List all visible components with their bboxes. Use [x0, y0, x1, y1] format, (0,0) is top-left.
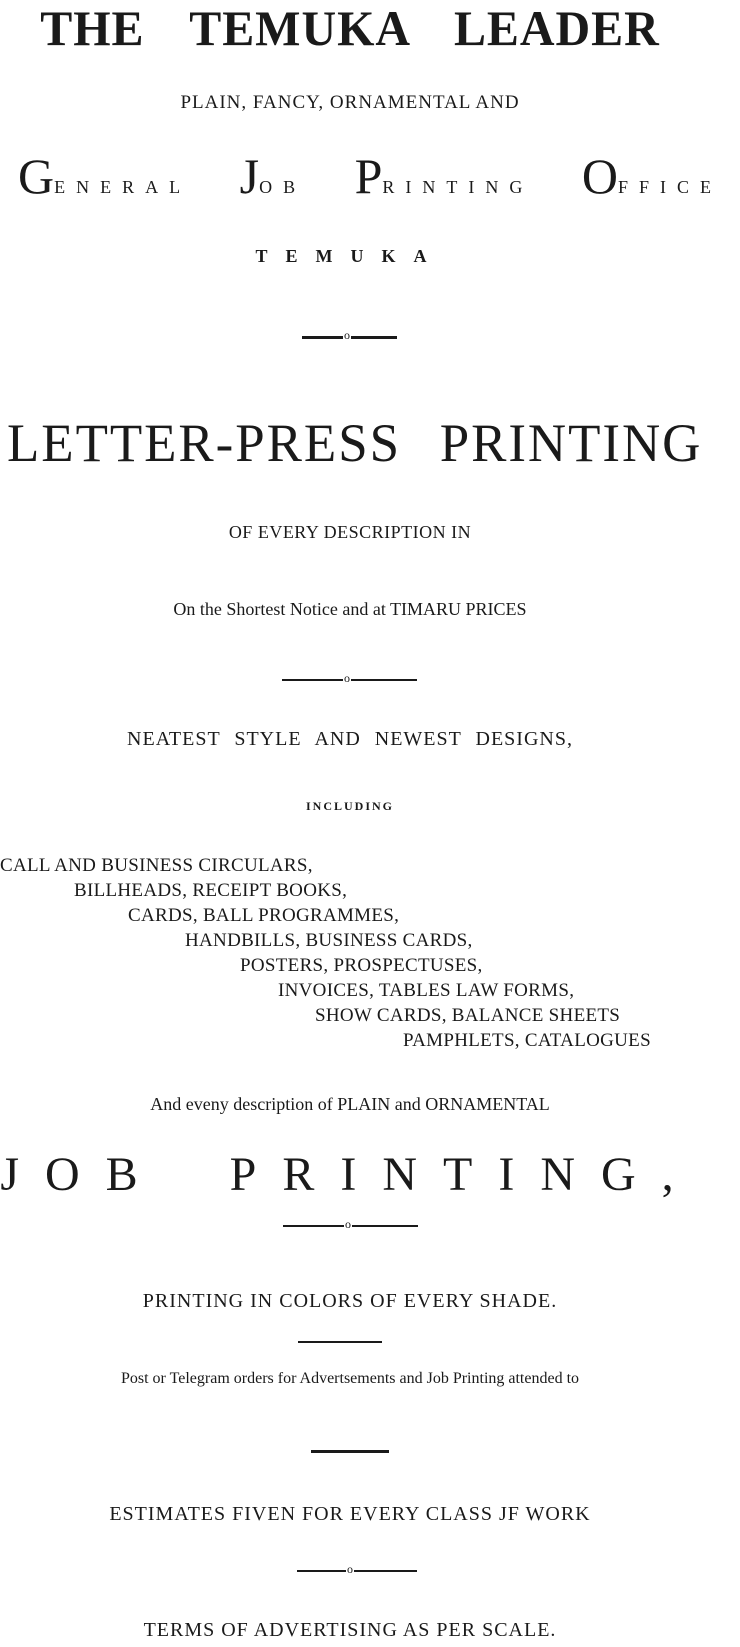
office-heading: [0, 148, 723, 215]
orders-line: Post or Telegram orders for Advertsements and Job Printing attended to: [120, 1370, 580, 1387]
short-rule: [298, 1341, 382, 1343]
style-line: NEATEST STYLE AND NEWEST DESIGNS,: [127, 728, 573, 750]
list-item: CALL AND BUSINESS CIRCULARS,: [0, 855, 313, 876]
every-description-line: And eveny description of PLAIN and ORNAMENTAL: [150, 1094, 550, 1114]
office-word-general: GENERAL: [18, 148, 192, 204]
job-printing-heading: JOB PRINTING,: [0, 1148, 700, 1201]
list-item: HANDBILLS, BUSINESS CARDS,: [185, 930, 473, 951]
list-item: POSTERS, PROSPECTUSES,: [240, 955, 483, 976]
including-label: INCLUDING: [305, 799, 394, 813]
headline-letter-press: LETTER-PRESS PRINTING: [7, 413, 703, 473]
newspaper-title: THE TEMUKA LEADER: [40, 0, 660, 56]
place-name: TEMUKA: [255, 246, 445, 266]
list-item: INVOICES, TABLES LAW FORMS,: [278, 980, 575, 1001]
list-item: CARDS, BALL PROGRAMMES,: [128, 905, 400, 926]
list-item: PAMPHLETS, CATALOGUES: [403, 1030, 651, 1051]
list-item: SHOW CARDS, BALANCE SHEETS: [315, 1005, 621, 1026]
list-item: BILLHEADS, RECEIPT BOOKS,: [74, 880, 348, 901]
estimates-line: ESTIMATES FIVEN FOR EVERY CLASS JF WORK: [109, 1503, 591, 1525]
office-word-office: OFFICE: [581, 148, 723, 204]
colors-line: PRINTING IN COLORS OF EVERY SHADE.: [142, 1290, 558, 1312]
office-word-printing: PRINTING: [354, 148, 534, 204]
office-word-job: JOB: [239, 148, 307, 204]
terms-line: TERMS OF ADVERTISING AS PER SCALE.: [143, 1619, 557, 1641]
short-rule: [311, 1450, 389, 1453]
description-line: OF EVERY DESCRIPTION IN: [228, 522, 472, 542]
subtitle-printing-types: PLAIN, FANCY, ORNAMENTAL AND: [180, 92, 520, 113]
notice-line: On the Shortest Notice and at TIMARU PRICES: [173, 599, 527, 619]
